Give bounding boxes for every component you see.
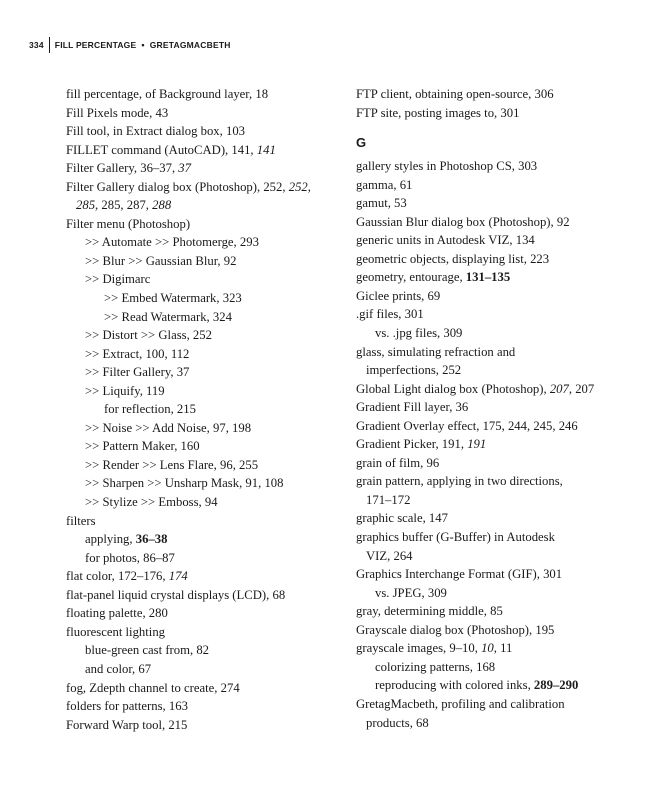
entry-text-segment: Global Light dialog box (Photoshop),: [356, 381, 550, 396]
index-group-f-continued: [356, 85, 636, 122]
index-subentry: [66, 493, 336, 512]
entry-text-segment: , 11: [493, 641, 513, 656]
index-entry: [356, 250, 636, 269]
index-column-right: [356, 85, 636, 732]
entry-text-segment: >> Render >> Lens Flare, 96, 255: [85, 457, 259, 472]
index-subentry: [66, 437, 336, 456]
entry-text-segment: for photos, 86–87: [85, 550, 175, 565]
entry-text-segment: Filter Gallery, 36–37,: [66, 161, 179, 176]
header-left-title: FILL PERCENTAGE: [54, 40, 137, 50]
entry-text-segment: gallery styles in Photoshop CS, 303: [356, 159, 538, 174]
index-column-left: [66, 85, 336, 734]
entry-text-segment: generic units in Autodesk VIZ, 134: [356, 233, 535, 248]
index-entry: [66, 567, 336, 586]
index-entry: [356, 528, 636, 565]
entry-text-segment: Graphics Interchange Format (GIF), 301: [356, 567, 563, 582]
header-divider: [49, 37, 50, 53]
entry-text-segment: grain pattern, applying in two directions,: [356, 474, 563, 489]
index-subentry: [356, 658, 636, 677]
index-entry: [66, 141, 336, 160]
entry-text-segment: floating palette, 280: [66, 606, 168, 621]
entry-text-segment: 285: [76, 198, 96, 213]
index-entry: [356, 305, 636, 324]
entry-text-segment: >> Read Watermark, 324: [104, 309, 232, 324]
index-entry: [66, 159, 336, 178]
index-subentry: [66, 289, 336, 308]
index-entry: [356, 194, 636, 213]
entry-text-segment: glass, simulating refraction and: [356, 344, 516, 359]
entry-text-segment: colorizing patterns, 168: [375, 659, 496, 674]
entry-text-segment: 288: [152, 198, 172, 213]
index-entry: [356, 157, 636, 176]
entry-text-segment: >> Distort >> Glass, 252: [85, 328, 212, 343]
entry-text-segment: applying,: [85, 532, 136, 547]
entry-text-segment: for reflection, 215: [104, 402, 196, 417]
entry-text-segment: gamut, 53: [356, 196, 407, 211]
entry-text-segment: reproducing with colored inks,: [375, 678, 534, 693]
entry-text-segment: Forward Warp tool, 215: [66, 717, 188, 732]
index-entry: [356, 176, 636, 195]
index-entry: [356, 231, 636, 250]
entry-text-segment: vs. .jpg files, 309: [375, 326, 463, 341]
entry-text-segment: 191: [467, 437, 487, 452]
entry-text-segment: folders for patterns, 163: [66, 699, 188, 714]
entry-text-segment: GretagMacbeth, profiling and calibration: [356, 696, 565, 711]
entry-text-segment: >> Blur >> Gaussian Blur, 92: [85, 253, 237, 268]
index-entry: [356, 398, 636, 417]
index-entry: [356, 509, 636, 528]
entry-text-segment: Filter Gallery dialog box (Photoshop), 252,: [66, 179, 289, 194]
entry-text-segment: 171–172: [366, 492, 411, 507]
index-entry: [66, 697, 336, 716]
index-subentry: [66, 456, 336, 475]
section-heading-g: G: [356, 135, 367, 151]
index-entry: [66, 215, 336, 234]
index-subentry: [356, 584, 636, 603]
index-subentry: [66, 474, 336, 493]
index-entry: [356, 287, 636, 306]
entry-text-segment: FTP client, obtaining open-source, 306: [356, 87, 554, 101]
entry-text-segment: flat color, 172–176,: [66, 569, 169, 584]
entry-text-segment: 36–38: [135, 532, 168, 547]
entry-text-segment: fluorescent lighting: [66, 624, 166, 639]
entry-text-segment: graphic scale, 147: [356, 511, 448, 526]
index-entry: [66, 623, 336, 642]
entry-text-segment: Gradient Picker, 191,: [356, 437, 468, 452]
entry-text-segment: VIZ, 264: [366, 548, 413, 563]
entry-text-segment: >> Liquify, 119: [85, 383, 165, 398]
entry-text-segment: >> Extract, 100, 112: [85, 346, 190, 361]
index-entry: [356, 85, 636, 104]
entry-text-segment: 289–290: [533, 678, 579, 693]
entry-text-segment: 207: [549, 381, 569, 396]
index-entry: [356, 380, 636, 399]
header-right-title: GRETAGMACBETH: [149, 40, 231, 50]
entry-continuation: [356, 714, 636, 733]
index-subentry: [66, 270, 336, 289]
entry-text-segment: 141: [256, 142, 276, 157]
entry-text-segment: Gradient Fill layer, 36: [356, 400, 469, 415]
entry-text-segment: grayscale images, 9–10,: [356, 641, 482, 656]
index-subentry: [66, 660, 336, 679]
index-entry: [66, 512, 336, 531]
index-entry: [356, 639, 636, 658]
index-entry: [356, 268, 636, 287]
entry-text-segment: blue-green cast from, 82: [85, 643, 210, 658]
entry-text-segment: >> Noise >> Add Noise, 97, 198: [85, 420, 252, 435]
index-subentry: [66, 419, 336, 438]
index-entry: [356, 454, 636, 473]
entry-text-segment: gray, determining middle, 85: [356, 604, 503, 619]
entry-text-segment: Fill tool, in Extract dialog box, 103: [66, 124, 246, 139]
index-entry: [356, 695, 636, 732]
index-subentry: [356, 324, 636, 343]
index-subentry: [66, 233, 336, 252]
index-entry: [356, 565, 636, 584]
index-entry: [66, 604, 336, 623]
entry-text-segment: Filter menu (Photoshop): [66, 216, 191, 231]
entry-text-segment: gamma, 61: [356, 177, 413, 192]
entry-text-segment: >> Pattern Maker, 160: [85, 439, 200, 454]
index-subentry: [66, 345, 336, 364]
entry-text-segment: fill percentage, of Background layer, 18: [66, 87, 269, 101]
entry-text-segment: >> Embed Watermark, 323: [104, 291, 242, 306]
entry-text-segment: grain of film, 96: [356, 455, 440, 470]
index-entry: [66, 85, 336, 104]
index-entry: [356, 343, 636, 380]
index-entry: [66, 122, 336, 141]
entry-text-segment: geometry, entourage,: [356, 270, 466, 285]
index-entry: [356, 472, 636, 509]
entry-continuation: [66, 196, 336, 215]
entry-text-segment: , 207: [568, 381, 595, 396]
index-subentry: [66, 363, 336, 382]
index-entry: [356, 417, 636, 436]
index-subentry: [66, 382, 336, 401]
entry-text-segment: >> Filter Gallery, 37: [85, 365, 190, 380]
index-subentry: [66, 530, 336, 549]
entry-text-segment: FTP site, posting images to, 301: [356, 105, 520, 120]
entry-text-segment: products, 68: [366, 715, 429, 730]
index-subentry: [66, 308, 336, 327]
page-number: 334: [29, 40, 44, 50]
running-head: [29, 38, 231, 52]
entry-text-segment: , 285, 287,: [95, 198, 153, 213]
entry-text-segment: imperfections, 252: [366, 363, 462, 378]
entry-text-segment: 252,: [288, 179, 311, 194]
entry-text-segment: Gaussian Blur dialog box (Photoshop), 92: [356, 214, 570, 229]
index-entry: [356, 621, 636, 640]
entry-text-segment: .gif files, 301: [356, 307, 424, 322]
entry-text-segment: Gradient Overlay effect, 175, 244, 245, 246: [356, 418, 578, 433]
entry-text-segment: >> Digimarc: [85, 272, 151, 287]
index-subentry: [66, 641, 336, 660]
index-entry: [356, 602, 636, 621]
entry-text-segment: >> Sharpen >> Unsharp Mask, 91, 108: [85, 476, 284, 491]
entry-text-segment: vs. JPEG, 309: [375, 585, 447, 600]
entry-text-segment: Fill Pixels mode, 43: [66, 105, 169, 120]
index-entry: [66, 178, 336, 215]
entry-text-segment: 174: [168, 569, 188, 584]
index-entry: [66, 586, 336, 605]
index-entry: [66, 679, 336, 698]
entry-continuation: [356, 547, 636, 566]
entry-text-segment: flat-panel liquid crystal displays (LCD), 68: [66, 587, 286, 602]
index-subentry: [66, 549, 336, 568]
entry-text-segment: 131–135: [465, 270, 511, 285]
index-entry: [356, 213, 636, 232]
index-entry: [66, 716, 336, 735]
entry-continuation: [356, 491, 636, 510]
header-separator: •: [141, 40, 145, 50]
entry-text-segment: FILLET command (AutoCAD), 141,: [66, 142, 257, 157]
entry-text-segment: and color, 67: [85, 661, 152, 676]
entry-text-segment: >> Stylize >> Emboss, 94: [85, 495, 218, 510]
entry-text-segment: geometric objects, displaying list, 223: [356, 251, 550, 266]
index-subentry: [66, 252, 336, 271]
index-subentry: [66, 400, 336, 419]
entry-text-segment: fog, Zdepth channel to create, 274: [66, 680, 240, 695]
entry-text-segment: filters: [66, 513, 96, 528]
entry-text-segment: Grayscale dialog box (Photoshop), 195: [356, 622, 555, 637]
index-entry: [356, 435, 636, 454]
entry-text-segment: graphics buffer (G-Buffer) in Autodesk: [356, 530, 555, 545]
entry-text-segment: 10: [481, 641, 494, 656]
entry-text-segment: Giclee prints, 69: [356, 288, 441, 303]
index-subentry: [356, 676, 636, 695]
index-group-g: [356, 157, 636, 732]
index-subentry: [66, 326, 336, 345]
entry-text-segment: >> Automate >> Photomerge, 293: [85, 235, 259, 250]
entry-continuation: [356, 361, 636, 380]
entry-text-segment: 37: [178, 161, 191, 176]
index-entry: [66, 104, 336, 123]
index-entry: [356, 104, 636, 123]
